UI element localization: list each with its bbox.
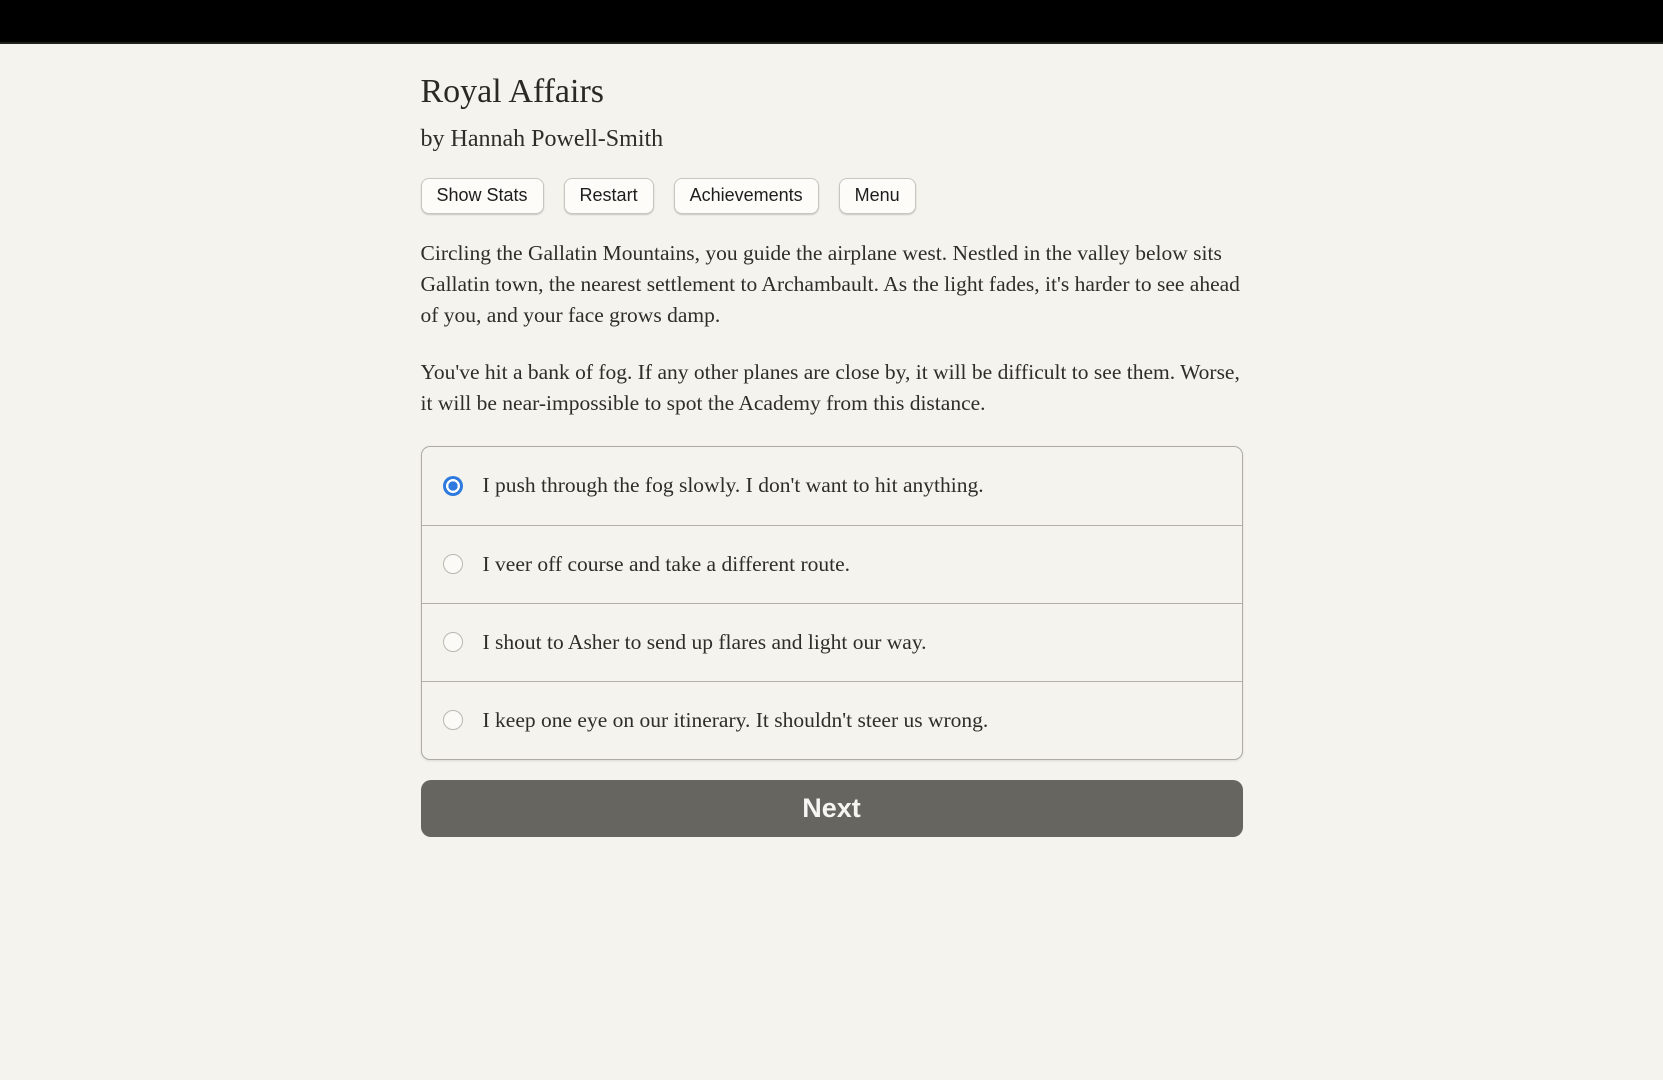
choice-option-4[interactable] xyxy=(422,681,1242,759)
choice-option-label: I shout to Asher to send up flares and light our way. xyxy=(482,629,927,654)
choice-option-label: I push through the fog slowly. I don't want to hit anything. xyxy=(482,473,984,498)
achievements-button[interactable]: Achievements xyxy=(674,178,819,214)
radio-button-icon[interactable] xyxy=(443,554,463,574)
story-paragraph: Circling the Gallatin Mountains, you guide the airplane west. Nestled in the valley below sits Gallatin town, the nearest settlement to Archambault. As the light fades, it's harder to see ahead of you, and your face grows damp. xyxy=(420,240,1240,327)
radio-button-icon[interactable] xyxy=(443,710,463,730)
toolbar xyxy=(421,178,1243,214)
story-text xyxy=(421,238,1243,419)
next-button[interactable]: Next xyxy=(421,780,1243,837)
show-stats-button[interactable]: Show Stats xyxy=(421,178,544,214)
choice-option-label: I veer off course and take a different route. xyxy=(482,551,851,576)
choice-option-2[interactable] xyxy=(422,525,1242,603)
author-byline: by Hannah Powell-Smith xyxy=(420,125,664,152)
radio-button-icon[interactable] xyxy=(443,632,463,652)
choice-list xyxy=(421,446,1243,760)
choice-option-1[interactable] xyxy=(422,447,1242,525)
game-title: Royal Affairs xyxy=(420,73,605,110)
radio-button-icon[interactable] xyxy=(443,476,463,496)
restart-button[interactable]: Restart xyxy=(564,178,654,214)
game-page xyxy=(421,44,1243,837)
choice-option-3[interactable] xyxy=(422,603,1242,681)
choice-option-label: I keep one eye on our itinerary. It shouldn't steer us wrong. xyxy=(482,707,989,732)
story-paragraph: You've hit a bank of fog. If any other planes are close by, it will be difficult to see them. Worse, it will be near-impossible to spot the Academy from this distance. xyxy=(420,359,1240,415)
menu-button[interactable]: Menu xyxy=(839,178,916,214)
letterbox-top-bar xyxy=(0,0,1663,44)
